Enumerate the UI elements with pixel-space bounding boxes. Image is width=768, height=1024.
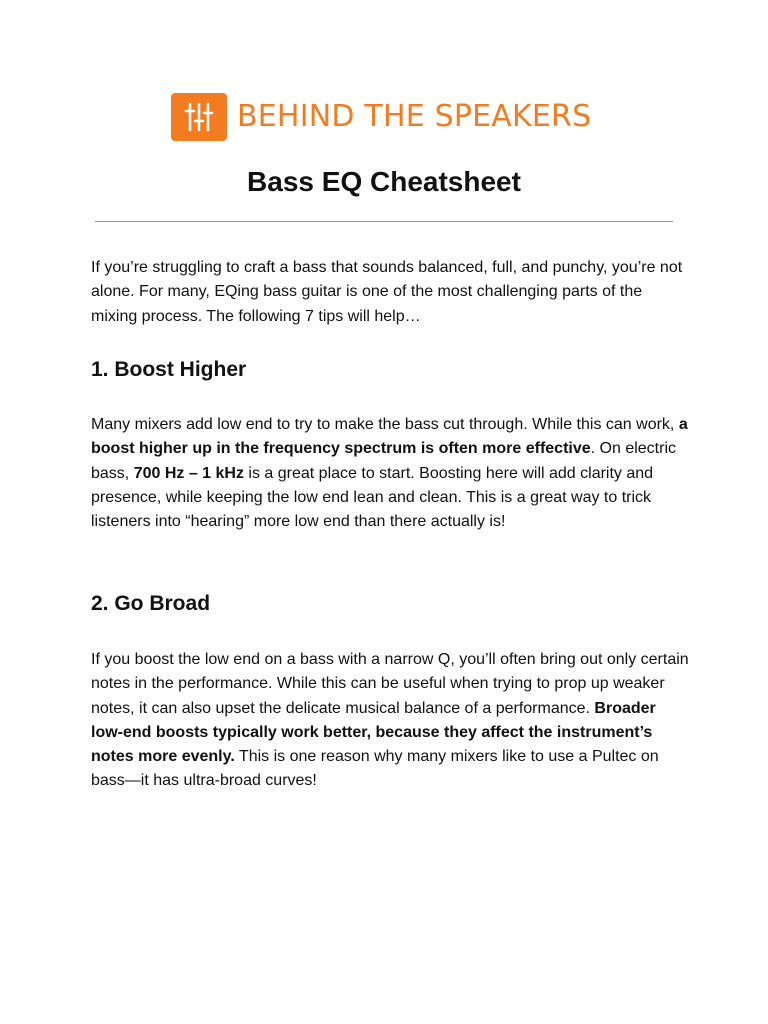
brand-logo bbox=[171, 93, 591, 141]
section-2-bold-1: Broader low-end boosts typically work better, because they affect the instrument’s notes more evenly. bbox=[91, 699, 656, 766]
section-2-body bbox=[91, 648, 691, 794]
title-divider bbox=[95, 221, 673, 222]
section-1-text-2: . On electric bass, bbox=[91, 440, 676, 482]
section-1-bold-2: 700 Hz – 1 kHz bbox=[133, 464, 244, 482]
section-1-bold-1: a boost higher up in the frequency spectrum is often more effective bbox=[91, 416, 688, 458]
section-1-body bbox=[91, 413, 691, 534]
section-1-text-1: Many mixers add low end to try to make the bass cut through. While this can work, bbox=[91, 416, 679, 433]
section-2-heading: 2. Go Broad bbox=[91, 592, 211, 615]
eq-sliders-icon bbox=[171, 93, 227, 141]
brand-name: BEHIND THE SPEAKERS bbox=[237, 99, 592, 134]
section-1-heading: 1. Boost Higher bbox=[91, 358, 247, 381]
intro-paragraph: If you’re struggling to craft a bass that sounds balanced, full, and punchy, you’re not alone. For many, EQing bass guitar is one of the most challenging parts of the mixing process. The following 7 tips will help… bbox=[91, 259, 683, 325]
section-1-text-3: is a great place to start. Boosting here will add clarity and presence, while keeping the low end lean and clean. This is a great way to trick listeners into “hearing” more low end than there actually is! bbox=[91, 464, 654, 531]
section-2-text-1: If you boost the low end on a bass with a narrow Q, you’ll often bring out only certain notes in the performance. While this can be useful when trying to prop up weaker notes, it can also upset the delicate musical balance of a performance. bbox=[91, 651, 689, 717]
page-title: Bass EQ Cheatsheet bbox=[247, 166, 521, 197]
section-2-text-2: This is one reason why many mixers like to use a Pultec on bass—it has ultra-broad curves! bbox=[91, 748, 659, 790]
